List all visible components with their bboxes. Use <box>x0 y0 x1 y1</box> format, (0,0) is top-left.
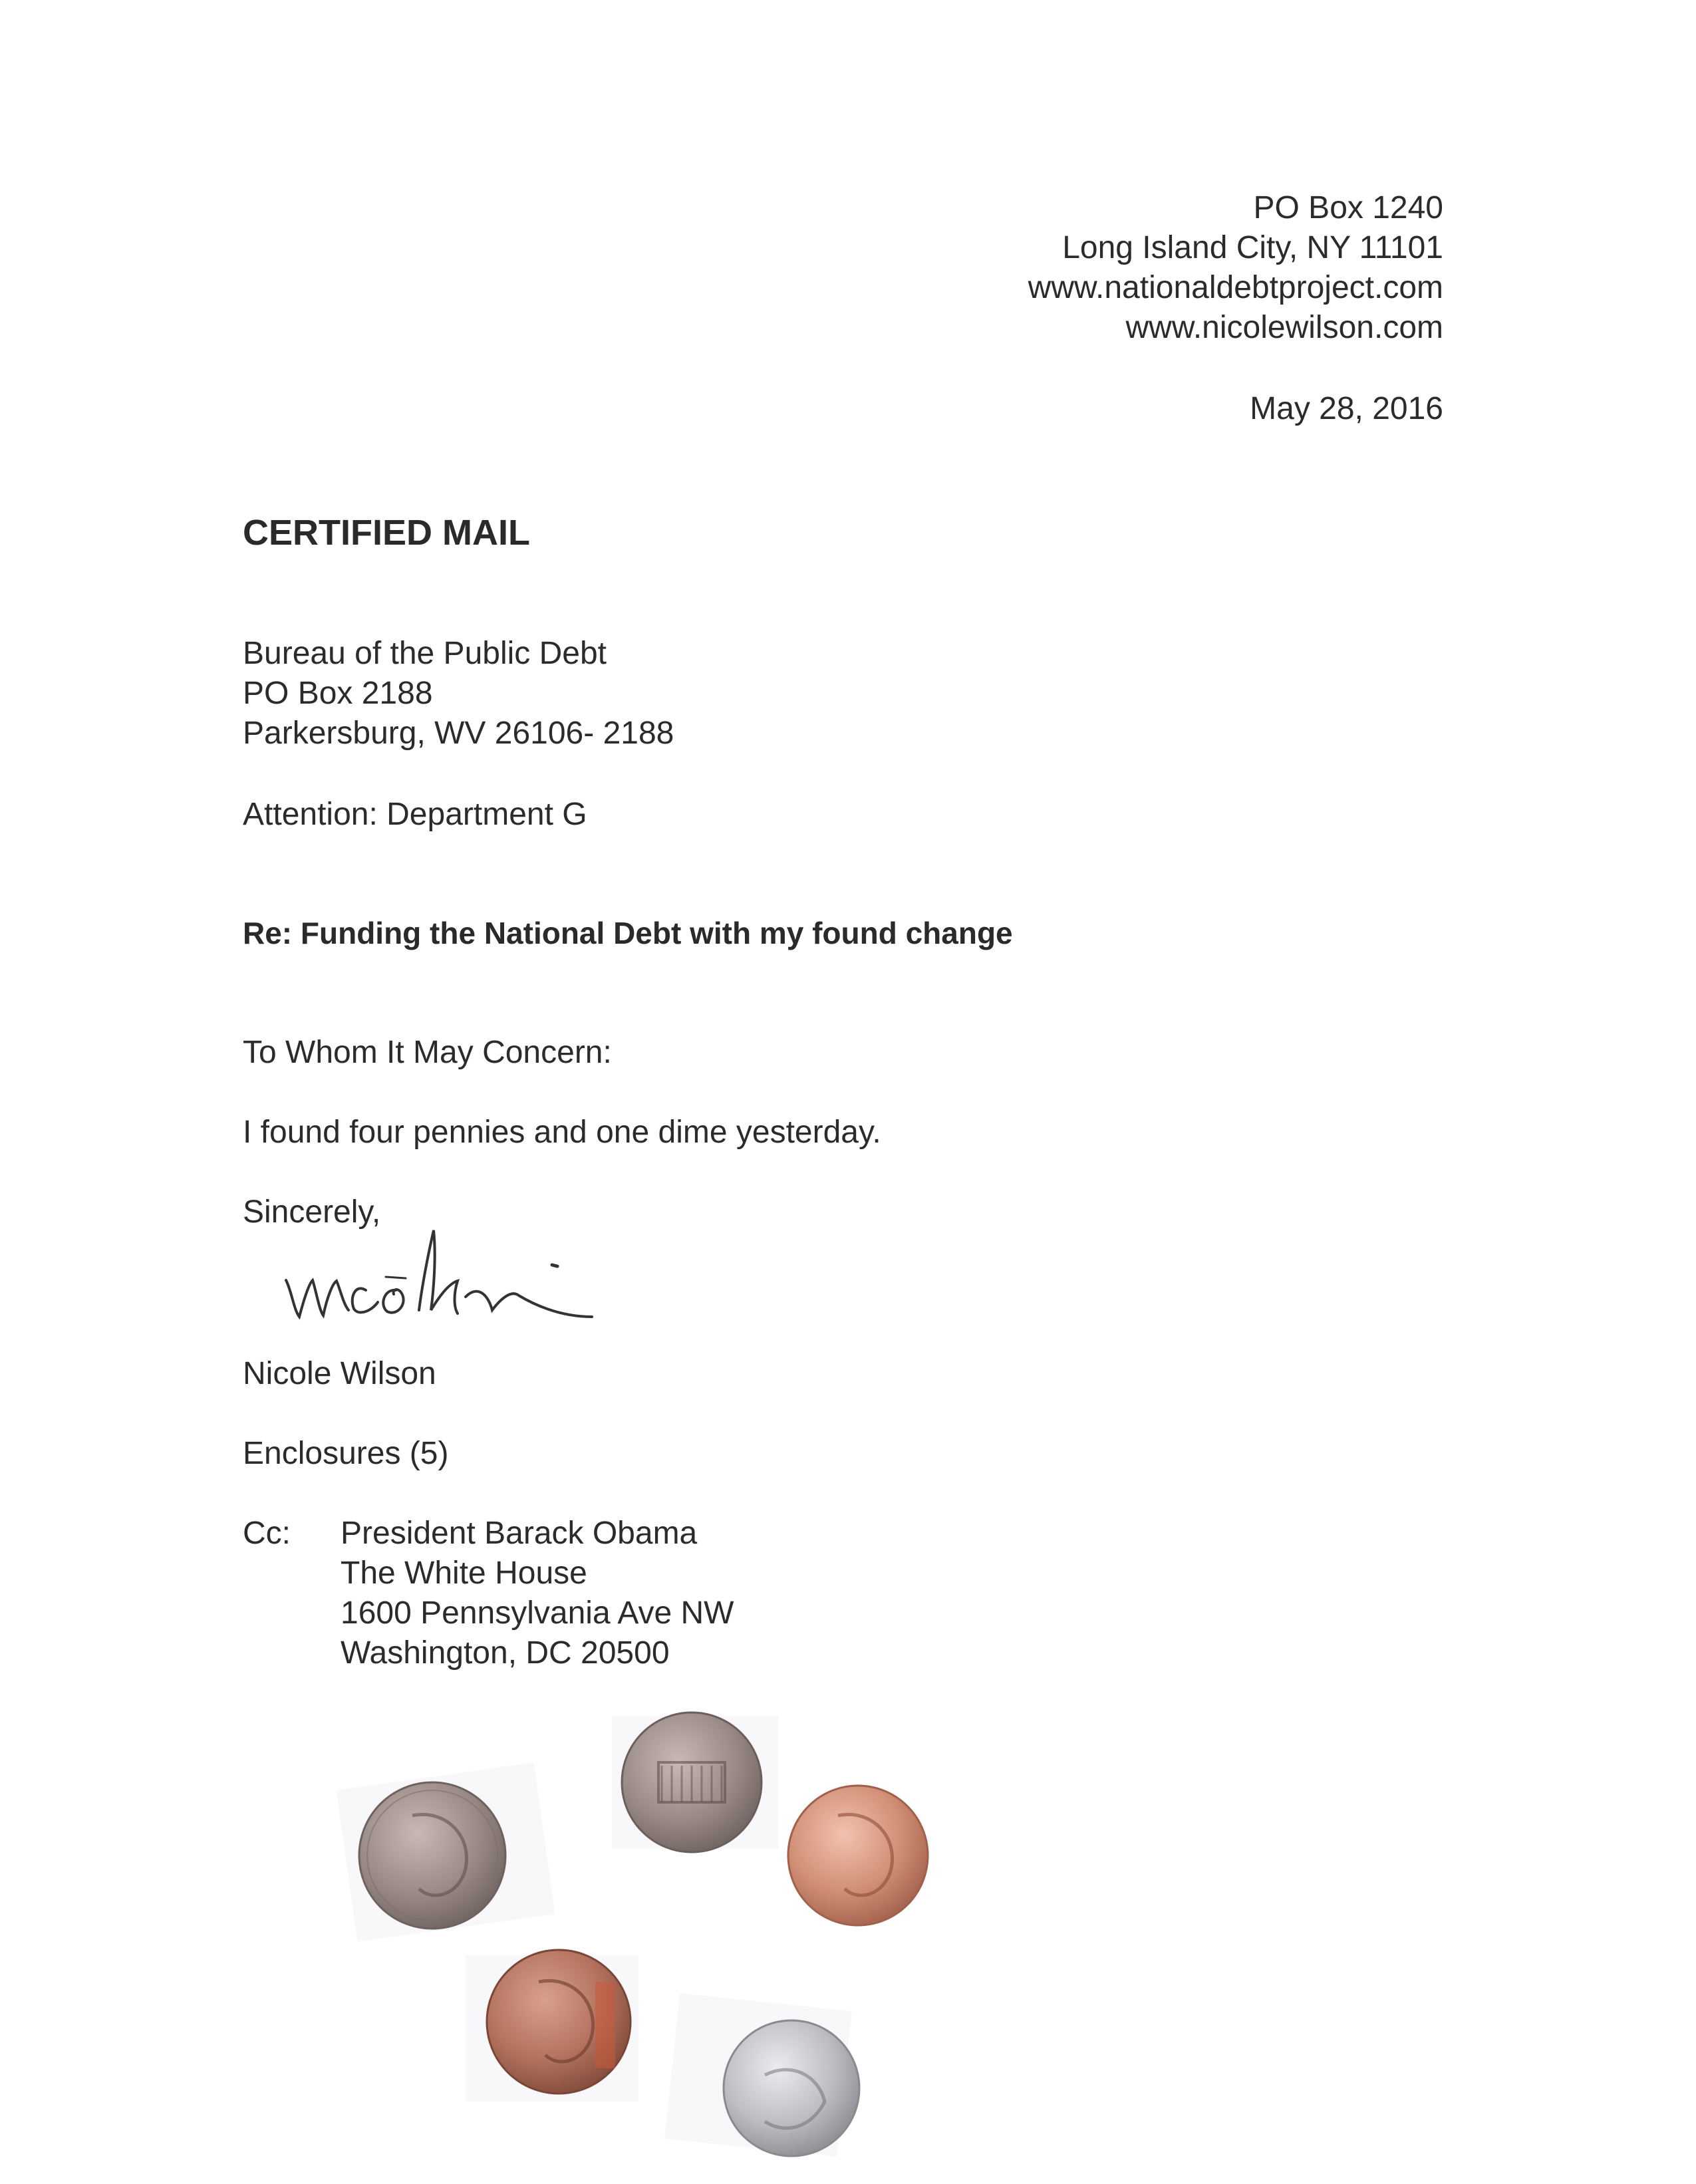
enclosed-coins <box>333 1703 944 2181</box>
letter-date: May 28, 2016 <box>1250 391 1443 426</box>
coin-penny-dark-copper <box>487 1950 631 2094</box>
cc-city: Washington, DC 20500 <box>341 1635 670 1671</box>
coin-penny-copper <box>788 1786 928 1925</box>
certified-mail-heading: CERTIFIED MAIL <box>243 513 530 553</box>
sender-po-box: PO Box 1240 <box>1253 190 1443 225</box>
enclosures-note: Enclosures (5) <box>243 1436 449 1471</box>
signer-name: Nicole Wilson <box>243 1356 436 1391</box>
recipient-po-box: PO Box 2188 <box>243 676 433 711</box>
cc-address <box>341 1514 734 1673</box>
sender-city: Long Island City, NY 11101 <box>1062 230 1443 265</box>
attention-line: Attention: Department G <box>243 797 587 832</box>
cc-building: The White House <box>341 1556 587 1591</box>
recipient-address <box>243 634 674 753</box>
recipient-city: Parkersburg, WV 26106- 2188 <box>243 716 674 751</box>
cc-label: Cc: <box>243 1516 291 1551</box>
cc-street: 1600 Pennsylvania Ave NW <box>341 1595 734 1631</box>
sender-website-2: www.nicolewilson.com <box>1125 310 1443 345</box>
sender-address <box>1028 188 1443 348</box>
sender-website-1: www.nationaldebtproject.com <box>1028 270 1443 305</box>
body-text: I found four pennies and one dime yesterday. <box>243 1115 881 1150</box>
coin-penny-grey <box>359 1782 505 1929</box>
salutation: To Whom It May Concern: <box>243 1035 612 1070</box>
handwritten-signature <box>279 1217 625 1337</box>
recipient-name: Bureau of the Public Debt <box>243 636 607 671</box>
cc-name: President Barack Obama <box>341 1516 698 1551</box>
coin-penny-reverse <box>622 1712 762 1852</box>
subject-line: Re: Funding the National Debt with my found change <box>243 916 1013 950</box>
closing: Sincerely, <box>243 1194 381 1230</box>
coin-dime <box>724 2020 859 2156</box>
